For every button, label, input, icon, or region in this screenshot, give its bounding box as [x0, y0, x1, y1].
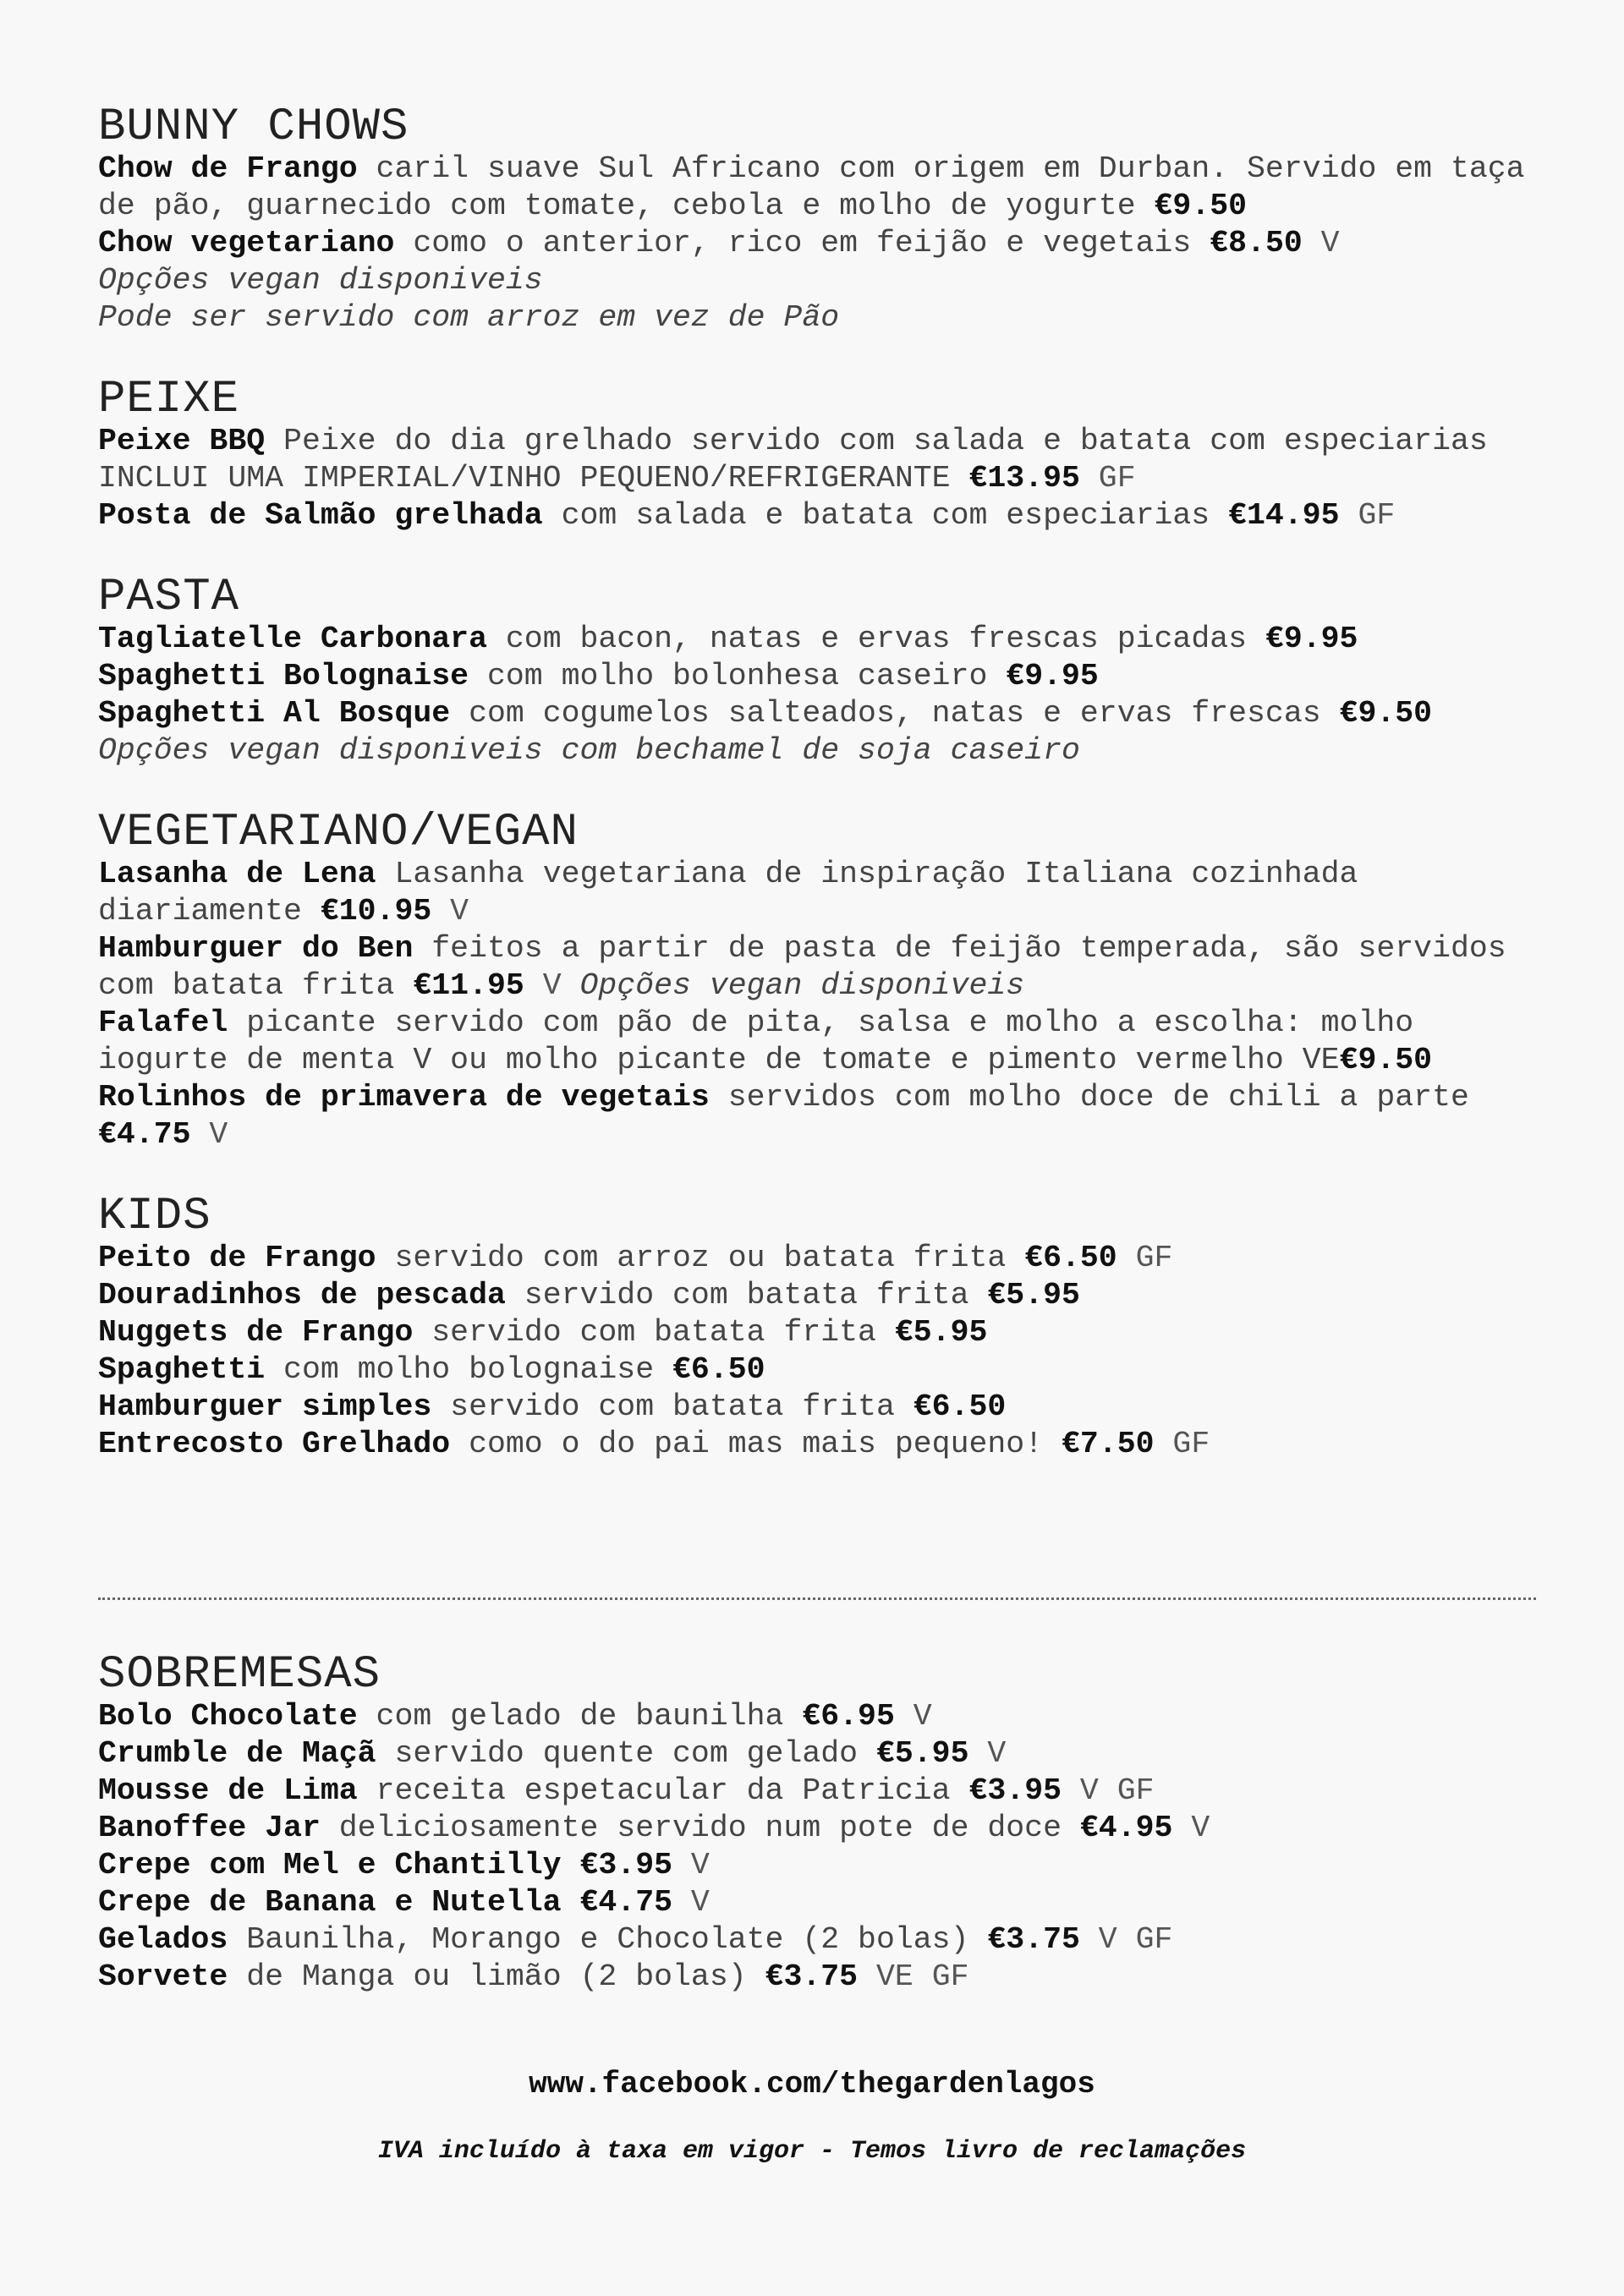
section-kids	[98, 1189, 1536, 1463]
dietary-tag: V	[190, 1117, 228, 1152]
menu-note	[98, 732, 1536, 770]
item-price: €9.95	[1265, 622, 1358, 656]
section-vegetariano-vegan	[98, 805, 1536, 1153]
item-price: €6.50	[1024, 1241, 1117, 1275]
menu-item	[98, 1079, 1536, 1153]
dietary-tag: V	[524, 968, 580, 1003]
dietary-tag: V	[968, 1736, 1007, 1771]
item-name: Entrecosto Grelhado	[98, 1427, 451, 1461]
item-name: Spaghetti	[98, 1352, 266, 1387]
section-title: SOBREMESAS	[98, 1649, 381, 1701]
item-price: €13.95	[968, 461, 1080, 496]
section-sobremesas	[98, 1647, 1536, 1996]
item-price: €7.50	[1062, 1427, 1155, 1461]
menu-item	[98, 1810, 1536, 1847]
item-description: deliciosamente servido num pote de doce	[320, 1811, 1080, 1845]
section-pasta	[98, 570, 1536, 770]
item-name: Douradinhos de pescada	[98, 1278, 506, 1312]
menu-item	[98, 1959, 1536, 1996]
item-price: €14.95	[1228, 498, 1340, 533]
item-price: €9.95	[1006, 659, 1099, 693]
dietary-tag: GF	[1079, 461, 1136, 496]
dietary-tag: V GF	[1062, 1773, 1155, 1808]
menu-item	[98, 1735, 1536, 1773]
item-price: €9.50	[1339, 696, 1433, 731]
item-name: Crepe com Mel e Chantilly	[98, 1848, 562, 1882]
note-text: Pode ser servido com arroz em vez de Pão	[98, 300, 840, 335]
note-text: Opções vegan disponiveis com bechamel de soja caseiro	[98, 733, 1080, 768]
item-description: servido com batata frita	[505, 1278, 988, 1312]
menu-item	[98, 1884, 1536, 1921]
item-price: €9.50	[1339, 1043, 1433, 1077]
item-price: €4.75	[98, 1117, 191, 1152]
facebook-link[interactable]: www.facebook.com/thegardenlagos	[529, 2067, 1095, 2101]
item-description	[562, 1885, 580, 1920]
menu-item	[98, 1005, 1536, 1079]
menu-item	[98, 856, 1536, 930]
menu-item	[98, 1277, 1536, 1314]
menu-item	[98, 695, 1536, 732]
item-price: €5.95	[894, 1315, 988, 1350]
menu-item	[98, 1240, 1536, 1277]
menu-item	[98, 497, 1536, 534]
item-description: servido com batata frita	[431, 1389, 914, 1424]
item-price: €6.50	[913, 1389, 1007, 1424]
menu-item	[98, 225, 1536, 262]
item-price: €6.50	[672, 1352, 765, 1387]
section-title: PEIXE	[98, 374, 240, 425]
item-description: servido com batata frita	[413, 1315, 895, 1350]
item-name: Gelados	[98, 1922, 228, 1957]
item-description: como o do pai mas mais pequeno!	[450, 1427, 1062, 1461]
item-price: €3.95	[968, 1773, 1062, 1808]
menu-item	[98, 151, 1544, 225]
menu-item	[98, 621, 1536, 658]
note-text: Opções vegan disponiveis	[98, 263, 543, 298]
dietary-tag: GF	[1154, 1427, 1210, 1461]
menu-note	[98, 299, 1536, 337]
menu-item	[98, 658, 1536, 695]
menu-item	[98, 1389, 1536, 1426]
menu-item	[98, 423, 1536, 497]
item-name: Banoffee Jar	[98, 1811, 321, 1845]
menu-item	[98, 1426, 1536, 1463]
item-description: com molho bolognaise	[265, 1352, 673, 1387]
item-name: Lasanha de Lena	[98, 857, 376, 891]
menu-item	[98, 1698, 1536, 1735]
vat-complaints-note: IVA incluído à taxa em vigor - Temos livro de reclamações	[377, 2137, 1247, 2166]
item-name: Bolo Chocolate	[98, 1699, 358, 1734]
item-name: Rolinhos de primavera de vegetais	[98, 1080, 710, 1115]
dietary-tag: V	[672, 1848, 710, 1882]
item-name: Spaghetti Al Bosque	[98, 696, 451, 731]
menu-item	[98, 930, 1536, 1005]
item-name: Nuggets de Frango	[98, 1315, 414, 1350]
dietary-tag: V	[672, 1885, 710, 1920]
item-description: com salada e batata com especiarias	[542, 498, 1229, 533]
item-name: Hamburguer simples	[98, 1389, 432, 1424]
menu-item	[98, 1351, 1536, 1389]
menu-item	[98, 1314, 1536, 1351]
item-name: Sorvete	[98, 1959, 228, 1994]
menu-item	[98, 1773, 1536, 1810]
item-name: Falafel	[98, 1006, 228, 1040]
item-name: Spaghetti Bolognaise	[98, 659, 469, 693]
note-text: Opções vegan disponiveis	[579, 968, 1025, 1003]
section-bunny-chows	[98, 100, 1544, 337]
item-price: €3.75	[765, 1959, 859, 1994]
item-name: Chow vegetariano	[98, 226, 395, 260]
item-name: Posta de Salmão grelhada	[98, 498, 543, 533]
item-price: €9.50	[1154, 189, 1248, 223]
item-name: Crumble de Maçã	[98, 1736, 376, 1771]
item-name: Peito de Frango	[98, 1241, 376, 1275]
item-description	[562, 1848, 580, 1882]
item-description: feitos a partir de pasta de feijão temperada, são servidos com batata frita	[98, 931, 1525, 1003]
section-title: BUNNY CHOWS	[98, 101, 409, 153]
desserts-section	[98, 1647, 1536, 2031]
item-description: servido quente com gelado	[376, 1736, 876, 1771]
item-description: com bacon, natas e ervas frescas picadas	[486, 622, 1265, 656]
section-title: PASTA	[98, 572, 240, 623]
item-price: €3.95	[579, 1848, 673, 1882]
item-price: €6.95	[802, 1699, 895, 1734]
dietary-tag: V	[1302, 226, 1340, 260]
item-description: servidos com molho doce de chili a parte	[709, 1080, 1488, 1115]
item-description: receita espetacular da Patricia	[357, 1773, 969, 1808]
item-name: Chow de Frango	[98, 151, 358, 186]
item-description: como o anterior, rico em feijão e vegetais	[394, 226, 1210, 260]
item-price: €4.75	[579, 1885, 673, 1920]
item-description: de Manga ou limão (2 bolas)	[228, 1959, 765, 1994]
dietary-tag: GF	[1116, 1241, 1173, 1275]
item-price: €5.95	[875, 1736, 969, 1771]
section-peixe	[98, 372, 1536, 534]
item-description: servido com arroz ou batata frita	[376, 1241, 1025, 1275]
menu-item	[98, 1921, 1536, 1959]
menu-item	[98, 1847, 1536, 1884]
item-price: €5.95	[987, 1278, 1080, 1312]
item-name: Tagliatelle Carbonara	[98, 622, 487, 656]
section-divider	[98, 1597, 1536, 1600]
item-description: Peixe do dia grelhado servido com salada e batata com especiarias INCLUI UMA IMPERIAL/VINHO PEQUENO/REFRIGERANTE	[98, 424, 1506, 496]
item-description: com gelado de baunilha	[357, 1699, 803, 1734]
item-description: com molho bolonhesa caseiro	[469, 659, 1007, 693]
item-name: Hamburguer do Ben	[98, 931, 414, 966]
section-title: VEGETARIANO/VEGAN	[98, 807, 579, 858]
item-description: Lasanha vegetariana de inspiração Italiana cozinhada diariamente	[98, 857, 1377, 929]
item-price: €10.95	[320, 894, 432, 929]
item-price: €11.95	[413, 968, 524, 1003]
item-price: €4.95	[1079, 1811, 1173, 1845]
item-name: Crepe de Banana e Nutella	[98, 1885, 562, 1920]
item-description: com cogumelos salteados, natas e ervas frescas	[450, 696, 1340, 731]
dietary-tag: GF	[1339, 498, 1396, 533]
menu-note	[98, 262, 1536, 299]
item-price: €8.50	[1210, 226, 1303, 260]
item-price: €3.75	[987, 1922, 1080, 1957]
menu-main-sections	[98, 100, 1544, 1499]
item-name: Peixe BBQ	[98, 424, 266, 458]
dietary-tag: V GF	[1079, 1922, 1173, 1957]
dietary-tag: V	[1172, 1811, 1210, 1845]
item-name: Mousse de Lima	[98, 1773, 358, 1808]
dietary-tag: V	[894, 1699, 932, 1734]
dietary-tag: VE GF	[858, 1959, 969, 1994]
item-description: Baunilha, Morango e Chocolate (2 bolas)	[228, 1922, 988, 1957]
item-description: picante servido com pão de pita, salsa e molho a escolha: molho iogurte de menta V ou molho picante de tomate e pimento vermelho VE	[98, 1006, 1433, 1077]
item-description: caril suave Sul Africano com origem em Durban. Servido em taça de pão, guarnecido com tomate, cebola e molho de yogurte	[98, 151, 1544, 223]
dietary-tag: V	[431, 894, 469, 929]
section-title: KIDS	[98, 1191, 211, 1242]
